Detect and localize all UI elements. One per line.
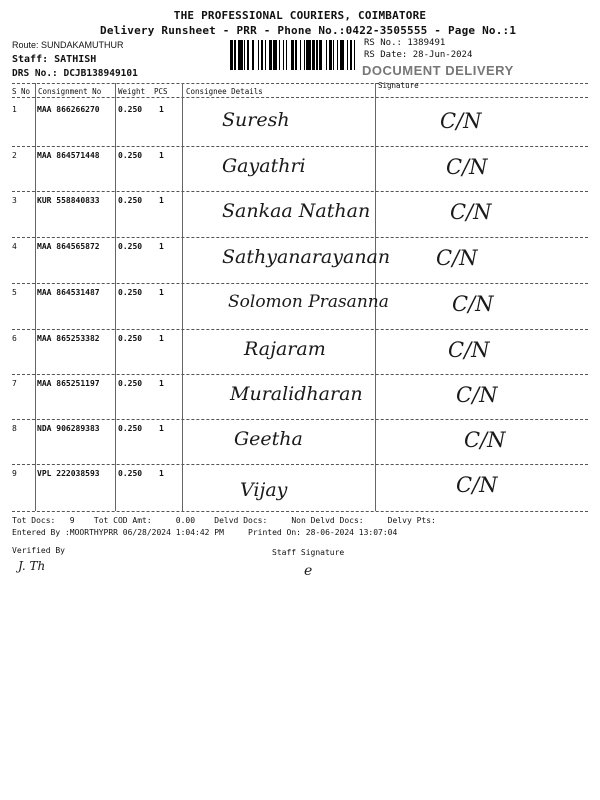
staff-label: Staff: SATHISH [12,54,97,65]
row-pcs: 1 [159,105,164,114]
row-consignee: Sankaa Nathan [222,200,371,222]
column-header-consignment: Consignment No [38,87,102,96]
row-pcs: 1 [159,151,164,160]
row-weight: 0.250 [118,469,143,478]
runsheet-subtitle: Delivery Runsheet - PRR - Phone No.:0422-3505555 - Page No.:1 [100,24,517,37]
row-signature: C/N [464,428,506,452]
row-weight: 0.250 [118,424,143,433]
header-rule [12,97,588,98]
row-weight: 0.250 [118,151,143,160]
totals-line: Tot Docs: 9 Tot COD Amt: 0.00 Delvd Docs: Non Delvd Docs: Delvy Pts: [12,516,436,525]
row-pcs: 1 [159,334,164,343]
row-consignment: MAA 864565872 [37,242,100,251]
route-label: Route: SUNDAKAMUTHUR [12,40,124,50]
table-row [0,101,600,147]
row-consignee: Vijay [240,479,288,501]
column-header-pcs: PCS [154,87,168,96]
row-pcs: 1 [159,469,164,478]
row-consignment: MAA 864531487 [37,288,100,297]
table-row [0,238,600,284]
row-pcs: 1 [159,288,164,297]
row-consignment: KUR 558840833 [37,196,100,205]
table-bottom-rule [12,511,588,512]
row-consignment: VPL 222038593 [37,469,100,478]
row-consignee: Solomon Prasanna [228,292,389,312]
row-consignee: Muralidharan [230,383,363,405]
row-weight: 0.250 [118,334,143,343]
table-row [0,375,600,421]
row-consignment: MAA 865251197 [37,379,100,388]
rs-date: RS Date: 28-Jun-2024 [364,50,473,60]
row-sno: 6 [12,334,17,343]
row-sno: 5 [12,288,17,297]
row-sno: 2 [12,151,17,160]
table-row [0,284,600,330]
row-consignee: Sathyanarayanan [222,246,391,268]
column-header-sno: S No [12,87,31,96]
row-sno: 4 [12,242,17,251]
staff-signature: e [304,563,313,579]
row-sno: 3 [12,196,17,205]
verified-by-label: Verified By [12,546,65,555]
row-pcs: 1 [159,242,164,251]
row-weight: 0.250 [118,379,143,388]
row-consignment: MAA 866266270 [37,105,100,114]
row-signature: C/N [452,292,494,316]
barcode-icon [230,40,358,70]
table-row [0,465,600,511]
row-signature: C/N [440,109,482,133]
table-row [0,420,600,466]
row-consignee: Gayathri [222,155,306,177]
row-pcs: 1 [159,379,164,388]
row-consignment: NDA 906289383 [37,424,100,433]
verified-signature: J. Th [18,559,46,573]
row-weight: 0.250 [118,105,143,114]
row-consignee: Geetha [234,428,303,450]
table-row [0,147,600,193]
document-delivery-stamp: DOCUMENT DELIVERY [362,63,514,78]
column-header-consignee: Consignee Details [186,87,263,96]
row-signature: C/N [436,246,478,270]
row-sno: 8 [12,424,17,433]
drs-number: DRS No.: DCJB138949101 [12,68,138,79]
row-consignee: Rajaram [244,338,326,360]
staff-signature-label: Staff Signature [272,548,345,557]
row-signature: C/N [456,383,498,407]
column-header-signature: Signature [378,81,419,90]
rs-number: RS No.: 1389491 [364,38,446,48]
row-pcs: 1 [159,424,164,433]
row-signature: C/N [456,473,498,497]
table-row [0,330,600,376]
row-weight: 0.250 [118,196,143,205]
table-row [0,192,600,238]
entered-by-line: Entered By :MOORTHYPRR 06/28/2024 1:04:42 PM Printed On: 28-06-2024 13:07:04 [12,528,398,537]
column-header-weight: Weight [118,87,146,96]
row-pcs: 1 [159,196,164,205]
runsheet-title: THE PROFESSIONAL COURIERS, COIMBATORE [173,9,427,22]
row-consignee: Suresh [222,109,290,131]
row-weight: 0.250 [118,242,143,251]
row-sno: 9 [12,469,17,478]
row-signature: C/N [450,200,492,224]
row-consignment: MAA 865253382 [37,334,100,343]
row-sno: 1 [12,105,17,114]
row-sno: 7 [12,379,17,388]
row-signature: C/N [448,338,490,362]
row-signature: C/N [446,155,488,179]
table-top-rule [12,83,588,84]
row-consignment: MAA 864571448 [37,151,100,160]
row-weight: 0.250 [118,288,143,297]
